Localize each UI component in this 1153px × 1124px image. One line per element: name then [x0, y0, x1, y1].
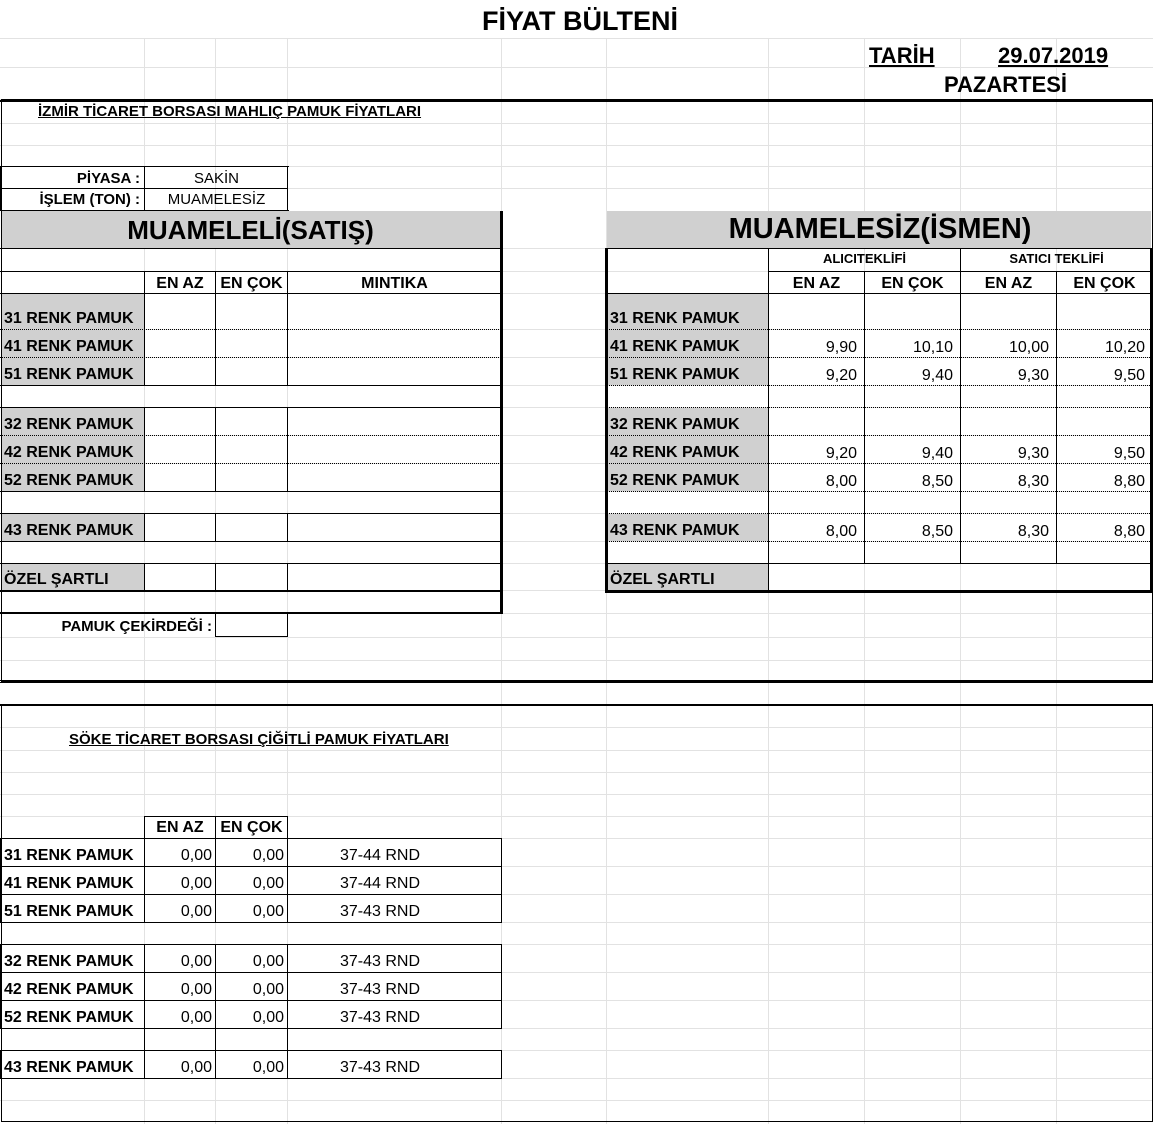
left-row-label: 42 RENK PAMUK: [4, 444, 134, 461]
left-col-divider: [287, 563, 288, 591]
soke-row-label: 43 RENK PAMUK: [4, 1059, 134, 1076]
price-cell: 8,30: [1017, 523, 1049, 540]
soke-max-cell: 0,00: [252, 903, 284, 920]
soke-max-cell: 0,00: [252, 1059, 284, 1076]
soke-max-cell: 0,00: [252, 875, 284, 892]
right-dotted-rule: [607, 435, 1152, 436]
left-special-label: ÖZEL ŞARTLI: [4, 571, 109, 588]
left-col-divider: [287, 513, 288, 541]
date-label: TARİH: [869, 43, 935, 68]
izmir-bottom-rule: [0, 680, 1153, 683]
izmir-title: İZMİR TİCARET BORSASI MAHLIÇ PAMUK FİYATLARI: [38, 103, 422, 120]
price-cell: 8,30: [1017, 473, 1049, 490]
left-rule-590: [0, 590, 501, 592]
left-dotted-rule: [0, 329, 501, 330]
soke-col-max: EN ÇOK: [220, 819, 283, 836]
left-col-divider: [144, 407, 145, 491]
left-dotted-rule: [0, 357, 501, 358]
right-row-label: 32 RENK PAMUK: [610, 416, 740, 433]
right-dotted-rule: [607, 407, 1152, 408]
left-row-label: 32 RENK PAMUK: [4, 416, 134, 433]
soke-col-divider: [287, 1050, 288, 1079]
right-table-title: MUAMELESİZ(İSMEN): [728, 213, 1032, 245]
price-cell: 9,50: [1113, 445, 1145, 462]
soke-note-cell: 37-43 RND: [340, 903, 421, 920]
right-col-max: EN ÇOK: [1073, 275, 1136, 292]
soke-min-cell: 0,00: [180, 981, 212, 998]
soke-note-cell: 37-43 RND: [340, 953, 421, 970]
soke-row-label: 41 RENK PAMUK: [4, 875, 134, 892]
soke-col-divider: [215, 1029, 216, 1051]
date-value: 29.07.2019: [998, 43, 1109, 68]
right-rule-248: [607, 248, 1152, 249]
right-dotted-rule: [607, 329, 1152, 330]
soke-row-label: 52 RENK PAMUK: [4, 1009, 134, 1026]
left-col-max: EN ÇOK: [220, 275, 283, 292]
soke-max-cell: 0,00: [252, 981, 284, 998]
price-cell: 8,50: [921, 473, 953, 490]
soke-max-cell: 0,00: [252, 953, 284, 970]
left-col-region: MINTIKA: [361, 275, 428, 292]
left-row-label: 31 RENK PAMUK: [4, 310, 134, 327]
left-col-divider: [215, 407, 216, 491]
soke-col-divider: [287, 838, 288, 923]
soke-row-label: 51 RENK PAMUK: [4, 903, 134, 920]
soke-min-cell: 0,00: [180, 847, 212, 864]
price-cell: 9,40: [921, 445, 953, 462]
left-col-divider: [215, 563, 216, 591]
soke-title: SÖKE TİCARET BORSASI ÇİĞİTLİ PAMUK FİYATLARI: [69, 731, 449, 748]
right-col-divider: [960, 293, 961, 563]
soke-row-label: 31 RENK PAMUK: [4, 847, 134, 864]
seller-offer-label: SATICI TEKLİFİ: [1009, 251, 1104, 266]
right-col-divider: [1056, 293, 1057, 563]
right-dotted-rule: [607, 463, 1152, 464]
left-row-label: 51 RENK PAMUK: [4, 366, 134, 383]
left-rule-491: [0, 491, 501, 492]
left-row-label: 41 RENK PAMUK: [4, 338, 134, 355]
price-cell: 10,00: [1008, 339, 1049, 356]
price-cell: 9,90: [825, 339, 857, 356]
seed-value-cell: [215, 614, 288, 637]
right-dotted-rule: [607, 491, 1152, 492]
right-row-label: 42 RENK PAMUK: [610, 444, 740, 461]
islem-label: İŞLEM (TON) :: [39, 191, 140, 208]
izmir-top-rule: [0, 100, 1153, 102]
right-row-label: 41 RENK PAMUK: [610, 338, 740, 355]
soke-min-cell: 0,00: [180, 1059, 212, 1076]
soke-row-rule: [0, 894, 502, 895]
left-rule-293: [0, 293, 501, 294]
soke-note-cell: 37-43 RND: [340, 981, 421, 998]
left-row-label: 52 RENK PAMUK: [4, 472, 134, 489]
seed-label: PAMUK ÇEKİRDEĞİ :: [61, 618, 212, 635]
price-cell: 9,50: [1113, 367, 1145, 384]
page-title: FİYAT BÜLTENİ: [481, 6, 678, 36]
soke-min-cell: 0,00: [180, 1009, 212, 1026]
left-dotted-rule: [0, 435, 501, 436]
right-col-min: EN AZ: [984, 275, 1033, 292]
soke-min-cell: 0,00: [180, 875, 212, 892]
price-cell: 9,30: [1017, 367, 1049, 384]
left-col-divider: [215, 513, 216, 541]
right-dotted-rule: [607, 385, 1152, 386]
left-rule-248: [0, 248, 501, 249]
left-col-divider: [144, 563, 145, 591]
left-col-divider: [144, 513, 145, 541]
price-cell: 9,20: [825, 445, 857, 462]
left-dotted-rule: [0, 463, 501, 464]
day-name: PAZARTESİ: [944, 72, 1068, 97]
soke-min-cell: 0,00: [180, 903, 212, 920]
piyasa-value: SAKİN: [193, 170, 239, 187]
left-table-title: MUAMELELİ(SATIŞ): [127, 215, 374, 245]
right-row-label: 31 RENK PAMUK: [610, 310, 740, 327]
soke-row-label: 42 RENK PAMUK: [4, 981, 134, 998]
right-special-label: ÖZEL ŞARTLI: [610, 571, 715, 588]
left-rule-407: [0, 407, 501, 408]
right-col-max: EN ÇOK: [881, 275, 944, 292]
soke-note-cell: 37-44 RND: [340, 847, 421, 864]
price-cell: 8,80: [1113, 523, 1145, 540]
soke-col-divider: [144, 1029, 145, 1051]
soke-min-cell: 0,00: [180, 953, 212, 970]
soke-col-divider: [287, 944, 288, 1029]
soke-note-cell: 37-44 RND: [340, 875, 421, 892]
soke-row-rule: [0, 1000, 502, 1001]
right-col-divider: [864, 293, 865, 563]
piyasa-label: PİYASA :: [76, 170, 140, 187]
price-cell: 9,30: [1017, 445, 1049, 462]
soke-col-min: EN AZ: [156, 819, 204, 836]
right-row-label: 51 RENK PAMUK: [610, 366, 740, 383]
right-col-min: EN AZ: [792, 275, 841, 292]
left-rule-385: [0, 385, 501, 386]
piyasa-divider-h: [0, 188, 288, 189]
soke-top-rule: [0, 704, 1153, 706]
price-cell: 8,50: [921, 523, 953, 540]
right-dotted-rule: [607, 357, 1152, 358]
right-row-label: 43 RENK PAMUK: [610, 522, 740, 539]
right-row-label: 52 RENK PAMUK: [610, 472, 740, 489]
buyer-offer-label: ALICITEKLİFİ: [822, 251, 907, 266]
soke-row-rule: [0, 972, 502, 973]
soke-col-divider: [287, 1029, 288, 1051]
soke-note-cell: 37-43 RND: [340, 1009, 421, 1026]
right-dotted-rule: [607, 541, 1152, 542]
price-cell: 10,10: [912, 339, 953, 356]
right-rule-563: [607, 563, 1152, 564]
left-rule-513: [0, 513, 501, 514]
soke-note-cell: 37-43 RND: [340, 1059, 421, 1076]
left-row-label: 43 RENK PAMUK: [4, 522, 134, 539]
price-cell: 9,20: [825, 367, 857, 384]
right-table-bottom: [605, 590, 1152, 593]
left-rule-541: [0, 541, 501, 542]
soke-row-rule: [0, 866, 502, 867]
left-col-min: EN AZ: [156, 275, 204, 292]
price-cell: 8,80: [1113, 473, 1145, 490]
soke-max-cell: 0,00: [252, 847, 284, 864]
islem-value: MUAMELESİZ: [167, 191, 266, 208]
right-dotted-rule: [607, 513, 1152, 514]
price-cell: 9,40: [921, 367, 953, 384]
soke-max-cell: 0,00: [252, 1009, 284, 1026]
price-cell: 8,00: [825, 473, 857, 490]
price-cell: 8,00: [825, 523, 857, 540]
left-col-divider: [287, 407, 288, 491]
price-cell: 10,20: [1104, 339, 1145, 356]
soke-row-label: 32 RENK PAMUK: [4, 953, 134, 970]
left-rule-271: [0, 271, 501, 272]
right-rule-293: [607, 293, 1152, 294]
left-rule-563: [0, 563, 501, 564]
right-col-divider: [768, 293, 769, 591]
